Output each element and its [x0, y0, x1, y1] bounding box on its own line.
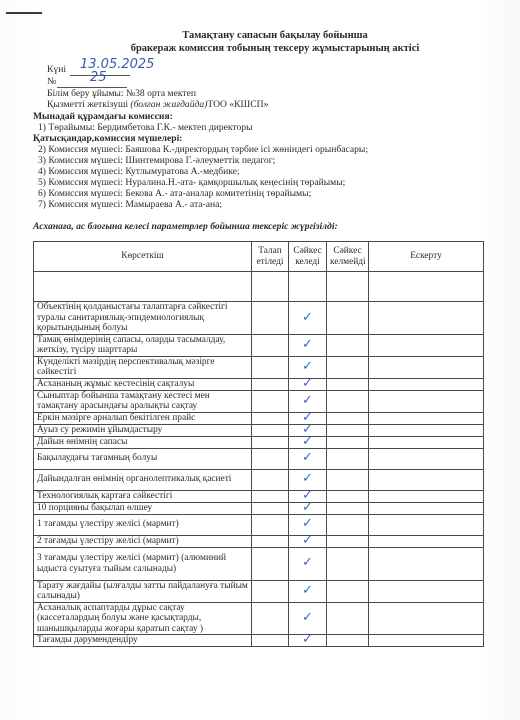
indicator-cell: Күнделікті мәзірдің перспективалық мәзірге сәйкестігі — [34, 356, 252, 378]
noncompliant-cell — [327, 514, 369, 535]
inspection-table — [33, 241, 484, 647]
required-cell — [252, 514, 289, 535]
compliant-cell: ✓ — [289, 535, 327, 547]
table-row — [34, 378, 484, 390]
indicator-cell: 3 тағамды үлестіру желісі (мармит) (алюминий ыдыста суытуға тыйым салынады) — [34, 547, 252, 580]
required-cell — [252, 547, 289, 580]
table-row — [34, 412, 484, 424]
noncompliant-cell — [327, 602, 369, 635]
required-cell — [252, 502, 289, 514]
table-row — [34, 436, 484, 448]
compliant-cell: ✓ — [289, 448, 327, 469]
compliant-cell: ✓ — [289, 602, 327, 635]
note-cell — [369, 635, 484, 647]
noncompliant-cell — [327, 635, 369, 647]
note-cell — [369, 436, 484, 448]
commission-chair: 1) Төрайымы: Бердимбетова Г.К.- мектеп директоры — [38, 122, 253, 133]
scan-mark — [6, 12, 42, 14]
compliant-cell: ✓ — [289, 580, 327, 602]
note-cell — [369, 302, 484, 335]
required-cell — [252, 334, 289, 356]
note-cell — [369, 535, 484, 547]
table-row — [34, 469, 484, 490]
required-cell — [252, 436, 289, 448]
number-value: 25 — [90, 70, 107, 85]
required-cell — [252, 356, 289, 378]
table-row — [34, 424, 484, 436]
section-heading: Асханаға, ас блогына келесі параметрлер бойынша тексеріс жүргізілді: — [33, 221, 338, 232]
noncompliant-cell — [327, 547, 369, 580]
school-line: Білім беру ұйымы: №38 орта мектеп — [47, 88, 196, 99]
note-cell — [369, 580, 484, 602]
indicator-cell: Объектінің қолданыстағы талаптарға сәйкестігі туралы санитариялық-эпидемиологиялық қорытындының болуы — [34, 302, 252, 335]
required-cell — [252, 602, 289, 635]
indicator-cell: Технологиялық картаға сәйкестігі — [34, 490, 252, 502]
document-title: Тамақтану сапасын бақылау бойынша — [182, 30, 368, 41]
required-cell — [252, 412, 289, 424]
note-cell — [369, 390, 484, 412]
indicator-cell: Тарату жағдайы (ылғалды затты пайдалануға тыйым салынады) — [34, 580, 252, 602]
indicator-cell: Асханалық аспаптарды дұрыс сақтау (кассеталардың болуы және қасықтарды, шанышқыларды жоғары қаратып сақтау ) — [34, 602, 252, 635]
table-row — [34, 602, 484, 635]
table-row — [34, 635, 484, 647]
number-label: № — [47, 76, 57, 87]
note-cell — [369, 502, 484, 514]
noncompliant-cell — [327, 580, 369, 602]
indicator-cell: 1 тағамды үлестіру желісі (мармит) — [34, 514, 252, 535]
compliant-cell: ✓ — [289, 390, 327, 412]
note-cell — [369, 469, 484, 490]
compliant-cell: ✓ — [289, 424, 327, 436]
compliant-cell: ✓ — [289, 302, 327, 335]
compliant-cell: ✓ — [289, 469, 327, 490]
required-cell — [252, 302, 289, 335]
compliant-cell: ✓ — [289, 334, 327, 356]
note-cell — [369, 490, 484, 502]
table-row — [34, 356, 484, 378]
note-cell — [369, 514, 484, 535]
table-row — [34, 302, 484, 335]
table-row — [34, 502, 484, 514]
required-cell — [252, 490, 289, 502]
col-header-indicator: Көрсеткіш — [34, 242, 252, 272]
noncompliant-cell — [327, 490, 369, 502]
members-heading: Қатысқандар,комиссия мүшелері: — [33, 133, 183, 144]
note-cell — [369, 602, 484, 635]
noncompliant-cell — [327, 390, 369, 412]
table-row — [34, 535, 484, 547]
note-cell — [369, 356, 484, 378]
compliant-cell: ✓ — [289, 635, 327, 647]
required-cell — [252, 424, 289, 436]
col-header-note: Ескерту — [369, 242, 484, 272]
required-cell — [252, 535, 289, 547]
compliant-cell: ✓ — [289, 502, 327, 514]
noncompliant-cell — [327, 502, 369, 514]
table-row — [34, 514, 484, 535]
note-cell — [369, 412, 484, 424]
noncompliant-cell — [327, 535, 369, 547]
note-cell — [369, 424, 484, 436]
indicator-cell: Асхананың жұмыс кестесінің сақталуы — [34, 378, 252, 390]
note-cell — [369, 547, 484, 580]
col-header-noncompliant: Сәйкес келмейді — [327, 242, 369, 272]
noncompliant-cell — [327, 378, 369, 390]
noncompliant-cell — [327, 334, 369, 356]
note-cell — [369, 334, 484, 356]
compliant-cell: ✓ — [289, 514, 327, 535]
indicator-cell: Тағамды дәрумендендіру — [34, 635, 252, 647]
compliant-cell: ✓ — [289, 378, 327, 390]
note-cell — [369, 378, 484, 390]
member-line: 3) Комиссия мүшесі: Шинтемирова Г.-әлеуметтік педагог; — [38, 155, 276, 166]
member-line: 4) Комиссия мүшесі: Кутлымуратова А.-медбике; — [38, 166, 240, 177]
required-cell — [252, 635, 289, 647]
date-value: 13.05.2025 — [80, 57, 155, 72]
member-line: 6) Комиссия мүшесі: Бекова А.- ата-аналар комитетінің төрайымы; — [38, 188, 312, 199]
indicator-cell: 2 тағамды үлестіру желісі (мармит) — [34, 535, 252, 547]
compliant-cell: ✓ — [289, 356, 327, 378]
table-row — [34, 448, 484, 469]
blank-row — [34, 272, 484, 302]
table-row — [34, 547, 484, 580]
commission-heading: Мынадай құрамдағы комиссия: — [33, 111, 173, 122]
noncompliant-cell — [327, 424, 369, 436]
note-cell — [369, 448, 484, 469]
compliant-cell: ✓ — [289, 490, 327, 502]
compliant-cell: ✓ — [289, 412, 327, 424]
indicator-cell: Дайын өнімнің сапасы — [34, 436, 252, 448]
required-cell — [252, 580, 289, 602]
noncompliant-cell — [327, 436, 369, 448]
noncompliant-cell — [327, 356, 369, 378]
document-subtitle: бракераж комиссия тобының тексеру жұмыстарының актісі — [130, 43, 420, 54]
indicator-cell: Сыныптар бойынша тамақтану кестесі мен тамақтану арасындағы аралықты сақтау — [34, 390, 252, 412]
compliant-cell: ✓ — [289, 436, 327, 448]
compliant-cell: ✓ — [289, 547, 327, 580]
member-line: 7) Комиссия мүшесі: Мамыраева А.- ата-ана; — [38, 199, 223, 210]
table-row — [34, 490, 484, 502]
indicator-cell: Бақылаудағы тағамның болуы — [34, 448, 252, 469]
noncompliant-cell — [327, 302, 369, 335]
supplier-name: ТОО «КШСП» — [207, 99, 269, 110]
supplier-line — [47, 99, 268, 110]
table-row — [34, 334, 484, 356]
indicator-cell: Дайындалған өнімнің органолептикалық қасиеті — [34, 469, 252, 490]
indicator-cell: Ауыз су режимін ұйымдастыру — [34, 424, 252, 436]
noncompliant-cell — [327, 469, 369, 490]
required-cell — [252, 469, 289, 490]
table-row — [34, 390, 484, 412]
indicator-cell: 10 порцияны бақылап өлшеу — [34, 502, 252, 514]
required-cell — [252, 390, 289, 412]
required-cell — [252, 448, 289, 469]
member-line: 5) Комиссия мүшесі: Нуралина.Н.-ата- қамқоршылық кеңесінің төрайымы; — [38, 177, 346, 188]
indicator-cell: Еркін мәзірге арналып бекітілген прайс — [34, 412, 252, 424]
member-line: 2) Комиссия мүшесі: Баяшова К.-директордың тәрбие ісі жөніндегі орынбасары; — [38, 144, 369, 155]
table-row — [34, 580, 484, 602]
noncompliant-cell — [327, 412, 369, 424]
indicator-cell: Тамақ өнімдерінің сапасы, оларды тасымалдау, жеткізу, түсіру шарттары — [34, 334, 252, 356]
col-header-required: Талап етіледі — [252, 242, 289, 272]
supplier-prefix: Қызметті жеткізуші — [47, 99, 131, 110]
date-label: Күні — [47, 64, 66, 75]
col-header-compliant: Сәйкес келеді — [289, 242, 327, 272]
supplier-note: (болған жағдайда) — [130, 99, 208, 110]
noncompliant-cell — [327, 448, 369, 469]
required-cell — [252, 378, 289, 390]
